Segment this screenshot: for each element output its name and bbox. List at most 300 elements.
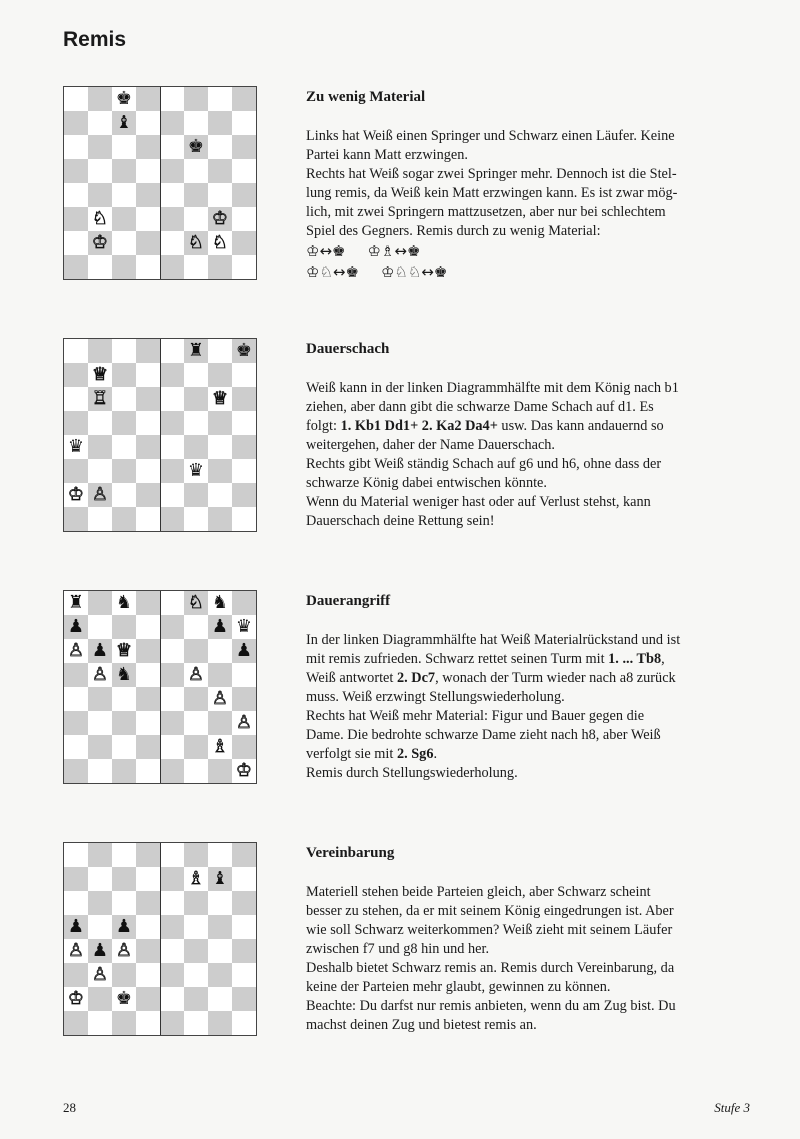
square-c3 [112, 963, 136, 987]
square-b4 [88, 687, 112, 711]
square-d6 [136, 387, 160, 411]
square-f3 [184, 207, 208, 231]
square-d6 [136, 639, 160, 663]
square-d5 [136, 411, 160, 435]
text-line: Rechts hat Weiß sogar zwei Springer mehr. Dennoch ist die Stel- [306, 166, 677, 182]
square-a5 [64, 915, 88, 939]
square-f3 [184, 963, 208, 987]
text-line: folgt: [306, 418, 341, 434]
square-g1 [208, 759, 232, 783]
square-f4 [184, 687, 208, 711]
black-piece-icon: ♛ [187, 460, 205, 481]
square-c4 [112, 435, 136, 459]
diagram-divider [160, 591, 161, 783]
page-number: 28 [63, 1100, 76, 1115]
square-d3 [136, 711, 160, 735]
square-a1 [64, 255, 88, 279]
page-title: Remis [63, 28, 127, 51]
square-h2 [232, 483, 256, 507]
text-line: verfolgt sie mit [306, 746, 397, 762]
square-d1 [136, 507, 160, 531]
square-f1 [184, 507, 208, 531]
square-d5 [136, 915, 160, 939]
chess-diagram-material [63, 86, 257, 280]
square-g4 [208, 435, 232, 459]
text-line: muss. Weiß erzwingt Stellungswiederholung. [306, 689, 565, 705]
square-b4 [88, 435, 112, 459]
square-d6 [136, 891, 160, 915]
square-g3 [208, 459, 232, 483]
square-e5 [160, 411, 184, 435]
arrow-icon: ↔ [394, 242, 407, 260]
square-a8 [64, 87, 88, 111]
square-b7 [88, 615, 112, 639]
square-f4 [184, 183, 208, 207]
square-a7 [64, 363, 88, 387]
black-piece-icon: ♞ [115, 664, 133, 685]
square-h2 [232, 231, 256, 255]
square-h4 [232, 687, 256, 711]
square-b3 [88, 711, 112, 735]
square-e5 [160, 663, 184, 687]
square-a4 [64, 183, 88, 207]
square-f6 [184, 891, 208, 915]
white-piece-icon: ♔ [211, 208, 229, 229]
square-h7 [232, 363, 256, 387]
text-line: mit remis zufrieden. Schwarz rettet seinen Turm mit [306, 651, 609, 667]
square-d3 [136, 207, 160, 231]
square-e6 [160, 387, 184, 411]
square-e6 [160, 135, 184, 159]
material-king-knight-vs-king [306, 262, 359, 283]
square-g3 [208, 963, 232, 987]
white-piece-icon: ♔ [67, 988, 85, 1009]
section-text [306, 883, 766, 1035]
text-line: Remis durch Stellungswiederholung. [306, 765, 518, 781]
square-h4 [232, 939, 256, 963]
white-piece-icon: ♙ [91, 664, 109, 685]
square-c6 [112, 387, 136, 411]
square-d5 [136, 159, 160, 183]
square-f2 [184, 483, 208, 507]
square-d8 [136, 339, 160, 363]
square-h3 [232, 459, 256, 483]
square-b6 [88, 891, 112, 915]
square-h1 [232, 759, 256, 783]
square-c3 [112, 207, 136, 231]
square-h3 [232, 963, 256, 987]
white-piece-icon: ♘ [91, 208, 109, 229]
text-line: . [433, 746, 438, 762]
square-d4 [136, 435, 160, 459]
square-c7 [112, 867, 136, 891]
square-h7 [232, 615, 256, 639]
material-king-vs-king [306, 241, 345, 262]
square-f7 [184, 363, 208, 387]
text-line: zwischen f7 und g8 hin und her. [306, 941, 490, 957]
square-f2 [184, 231, 208, 255]
square-g8 [208, 339, 232, 363]
square-f3 [184, 459, 208, 483]
square-h2 [232, 987, 256, 1011]
text-line: , [661, 651, 665, 667]
square-c2 [112, 987, 136, 1011]
square-d5 [136, 663, 160, 687]
square-c6 [112, 639, 136, 663]
square-h7 [232, 867, 256, 891]
black-king: ♚ [406, 242, 421, 260]
square-d4 [136, 183, 160, 207]
section-heading: Dauerangriff [306, 593, 391, 609]
white-piece-icon: ♗ [187, 868, 205, 889]
square-f8 [184, 87, 208, 111]
square-b2 [88, 987, 112, 1011]
square-d4 [136, 687, 160, 711]
square-e7 [160, 867, 184, 891]
black-piece-icon: ♚ [235, 340, 253, 361]
square-g3 [208, 207, 232, 231]
square-g7 [208, 867, 232, 891]
square-a7 [64, 111, 88, 135]
level-label: Stufe 3 [714, 1100, 750, 1115]
square-e8 [160, 591, 184, 615]
text-line: Rechts hat Weiß mehr Material: Figur und Bauer gegen die [306, 708, 645, 724]
square-b7 [88, 363, 112, 387]
white-piece-icon: ♙ [91, 484, 109, 505]
square-h6 [232, 891, 256, 915]
square-f2 [184, 987, 208, 1011]
black-piece-icon: ♟ [91, 640, 109, 661]
square-d2 [136, 987, 160, 1011]
square-a8 [64, 339, 88, 363]
square-g7 [208, 111, 232, 135]
square-c6 [112, 891, 136, 915]
square-c3 [112, 459, 136, 483]
square-b8 [88, 843, 112, 867]
square-a3 [64, 459, 88, 483]
square-c7 [112, 111, 136, 135]
black-piece-icon: ♝ [211, 868, 229, 889]
square-e8 [160, 87, 184, 111]
square-a5 [64, 411, 88, 435]
text-line: weitergehen, daher der Name Dauerschach. [306, 437, 556, 453]
square-h5 [232, 411, 256, 435]
white-piece-icon: ♕ [211, 388, 229, 409]
square-a2 [64, 231, 88, 255]
section-heading: Zu wenig Material [306, 89, 426, 105]
text-line: Weiß antwortet [306, 670, 397, 686]
square-c1 [112, 759, 136, 783]
square-h5 [232, 663, 256, 687]
white-piece-icon: ♔ [67, 484, 85, 505]
chess-diagram-dauerangriff [63, 590, 257, 784]
square-g4 [208, 687, 232, 711]
square-e7 [160, 363, 184, 387]
square-g8 [208, 843, 232, 867]
black-king: ♚ [332, 242, 346, 260]
square-b7 [88, 111, 112, 135]
square-c5 [112, 159, 136, 183]
square-d8 [136, 87, 160, 111]
square-c1 [112, 507, 136, 531]
white-piece-icon: ♙ [187, 664, 205, 685]
square-b2 [88, 735, 112, 759]
square-b8 [88, 591, 112, 615]
section-dauerangriff [306, 593, 766, 783]
square-d7 [136, 867, 160, 891]
square-c2 [112, 483, 136, 507]
square-f6 [184, 135, 208, 159]
square-g5 [208, 663, 232, 687]
square-b1 [88, 255, 112, 279]
square-e4 [160, 687, 184, 711]
text-line: Deshalb bietet Schwarz remis an. Remis durch Vereinbarung, da [306, 960, 675, 976]
square-f8 [184, 591, 208, 615]
square-h5 [232, 159, 256, 183]
square-b2 [88, 483, 112, 507]
text-line: Rechts gibt Weiß ständig Schach auf g6 und h6, ohne dass der [306, 456, 662, 472]
square-c7 [112, 363, 136, 387]
square-e2 [160, 231, 184, 255]
square-c1 [112, 1011, 136, 1035]
square-f5 [184, 915, 208, 939]
square-h3 [232, 711, 256, 735]
square-e1 [160, 507, 184, 531]
square-c5 [112, 915, 136, 939]
square-f4 [184, 435, 208, 459]
square-g8 [208, 591, 232, 615]
square-g4 [208, 183, 232, 207]
square-b6 [88, 387, 112, 411]
text-line: Partei kann Matt erzwingen. [306, 147, 468, 163]
square-f5 [184, 159, 208, 183]
square-c8 [112, 87, 136, 111]
material-king-two-knights-vs-king [381, 262, 447, 283]
text-line: Wenn du Material weniger hast oder auf Verlust stehst, kann [306, 494, 651, 510]
white-pieces: ♔♗ [367, 242, 395, 260]
square-g4 [208, 939, 232, 963]
square-d3 [136, 459, 160, 483]
square-a6 [64, 387, 88, 411]
square-h1 [232, 1011, 256, 1035]
square-e4 [160, 183, 184, 207]
square-c8 [112, 591, 136, 615]
square-a1 [64, 507, 88, 531]
square-g1 [208, 507, 232, 531]
square-e1 [160, 1011, 184, 1035]
text-line: , wonach der Turm wieder nach a8 zurück [435, 670, 676, 686]
square-b1 [88, 1011, 112, 1035]
white-piece-icon: ♙ [115, 940, 133, 961]
square-g2 [208, 987, 232, 1011]
square-d7 [136, 111, 160, 135]
square-a8 [64, 843, 88, 867]
section-dauerschach [306, 341, 766, 531]
square-c4 [112, 183, 136, 207]
square-d8 [136, 591, 160, 615]
text-line: schwarze König dabei entwischen könnte. [306, 475, 547, 491]
white-piece-icon: ♔ [91, 232, 109, 253]
square-d7 [136, 615, 160, 639]
text-line: lung remis, da Weiß kein Matt erzwingen kann. Es ist zwar mög- [306, 185, 678, 201]
square-f4 [184, 939, 208, 963]
white-piece-icon: ♗ [211, 736, 229, 757]
square-g2 [208, 483, 232, 507]
arrow-icon: ↔ [421, 263, 434, 281]
black-piece-icon: ♟ [115, 916, 133, 937]
square-a4 [64, 939, 88, 963]
square-c7 [112, 615, 136, 639]
square-d1 [136, 1011, 160, 1035]
square-g6 [208, 135, 232, 159]
square-a6 [64, 135, 88, 159]
text-line: wie soll Schwarz weiterkommen? Weiß zieht mit seinem Läufer [306, 922, 673, 938]
black-piece-icon: ♜ [187, 340, 205, 361]
square-e7 [160, 111, 184, 135]
square-g8 [208, 87, 232, 111]
white-piece-icon: ♙ [211, 688, 229, 709]
white-pieces: ♔♘♘ [380, 263, 422, 281]
black-piece-icon: ♝ [115, 112, 133, 133]
white-piece-icon: ♖ [91, 388, 109, 409]
square-a3 [64, 711, 88, 735]
square-a7 [64, 867, 88, 891]
white-piece-icon: ♔ [235, 760, 253, 781]
square-h1 [232, 255, 256, 279]
square-b6 [88, 639, 112, 663]
square-f7 [184, 615, 208, 639]
square-c5 [112, 411, 136, 435]
diagram-divider [160, 87, 161, 279]
square-c5 [112, 663, 136, 687]
square-f7 [184, 111, 208, 135]
square-h8 [232, 339, 256, 363]
square-h4 [232, 183, 256, 207]
square-b7 [88, 867, 112, 891]
square-b6 [88, 135, 112, 159]
section-heading: Vereinbarung [306, 845, 395, 861]
square-h7 [232, 111, 256, 135]
square-e4 [160, 435, 184, 459]
square-f7 [184, 867, 208, 891]
black-piece-icon: ♞ [211, 592, 229, 613]
square-e6 [160, 639, 184, 663]
square-b5 [88, 663, 112, 687]
white-piece-icon: ♘ [187, 232, 205, 253]
chess-diagram-vereinbarung [63, 842, 257, 1036]
move-notation: 2. Sg6 [396, 746, 434, 762]
square-d4 [136, 939, 160, 963]
square-h4 [232, 435, 256, 459]
black-piece-icon: ♛ [67, 436, 85, 457]
section-text [306, 127, 766, 241]
white-piece-icon: ♙ [67, 640, 85, 661]
square-e1 [160, 759, 184, 783]
square-e7 [160, 615, 184, 639]
square-a6 [64, 891, 88, 915]
square-a1 [64, 1011, 88, 1035]
section-text [306, 379, 766, 531]
square-g2 [208, 735, 232, 759]
white-piece-icon: ♙ [235, 712, 253, 733]
material-king-bishop-vs-king [367, 241, 420, 262]
square-f5 [184, 663, 208, 687]
square-a4 [64, 687, 88, 711]
square-a3 [64, 207, 88, 231]
black-piece-icon: ♞ [115, 592, 133, 613]
text-line: Beachte: Du darfst nur remis anbieten, wenn du am Zug bist. Du [306, 998, 676, 1014]
square-f8 [184, 339, 208, 363]
square-b4 [88, 939, 112, 963]
square-h6 [232, 387, 256, 411]
square-a3 [64, 963, 88, 987]
white-piece-icon: ♙ [67, 940, 85, 961]
square-b1 [88, 507, 112, 531]
square-c2 [112, 231, 136, 255]
square-f8 [184, 843, 208, 867]
black-piece-icon: ♚ [115, 988, 133, 1009]
square-g5 [208, 915, 232, 939]
square-f1 [184, 759, 208, 783]
square-c4 [112, 939, 136, 963]
square-h5 [232, 915, 256, 939]
square-b2 [88, 231, 112, 255]
white-piece-icon: ♘ [187, 592, 205, 613]
square-b4 [88, 183, 112, 207]
black-piece-icon: ♚ [115, 88, 133, 109]
square-f5 [184, 411, 208, 435]
square-d1 [136, 759, 160, 783]
square-a2 [64, 483, 88, 507]
square-g7 [208, 363, 232, 387]
square-b8 [88, 87, 112, 111]
square-d6 [136, 135, 160, 159]
square-e8 [160, 843, 184, 867]
square-d1 [136, 255, 160, 279]
square-h3 [232, 207, 256, 231]
text-line: usw. Das kann andauernd so [497, 418, 664, 434]
square-c4 [112, 687, 136, 711]
square-f1 [184, 255, 208, 279]
square-d3 [136, 963, 160, 987]
white-piece-icon: ♕ [115, 640, 133, 661]
square-e6 [160, 891, 184, 915]
square-e2 [160, 735, 184, 759]
black-piece-icon: ♟ [91, 940, 109, 961]
black-piece-icon: ♚ [187, 136, 205, 157]
square-a4 [64, 435, 88, 459]
square-e1 [160, 255, 184, 279]
diagram-divider [160, 339, 161, 531]
black-piece-icon: ♟ [211, 616, 229, 637]
square-d2 [136, 735, 160, 759]
text-line: Spiel des Gegners. Remis durch zu wenig Material: [306, 223, 601, 239]
square-c8 [112, 843, 136, 867]
arrow-icon: ↔ [319, 242, 333, 260]
square-b3 [88, 459, 112, 483]
black-piece-icon: ♟ [235, 640, 253, 661]
square-b3 [88, 963, 112, 987]
square-c1 [112, 255, 136, 279]
square-b8 [88, 339, 112, 363]
square-g7 [208, 615, 232, 639]
square-e2 [160, 987, 184, 1011]
black-piece-icon: ♛ [235, 616, 253, 637]
text-line: In der linken Diagrammhälfte hat Weiß Materialrückstand und ist [306, 632, 681, 648]
black-king: ♚ [433, 263, 448, 281]
square-b1 [88, 759, 112, 783]
square-b3 [88, 207, 112, 231]
